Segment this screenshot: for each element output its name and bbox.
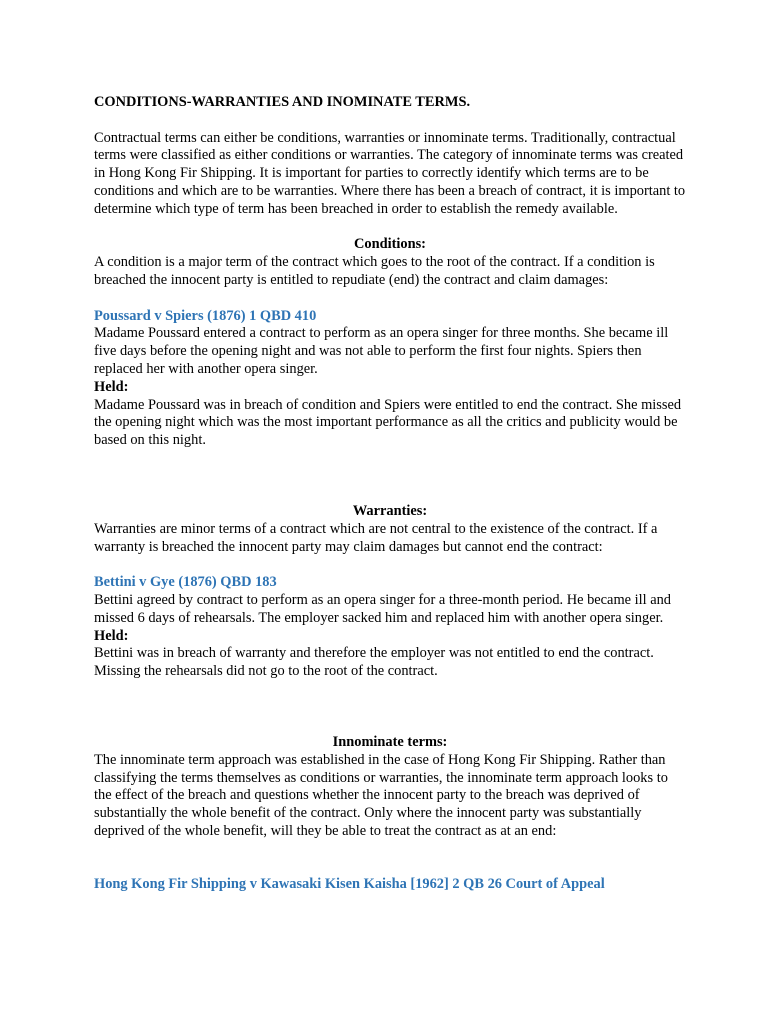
held-text-bettini: Bettini was in breach of warranty and therefore the employer was not entitled to end the contract. Missing the rehearsals did not go to the root of the contract.: [94, 645, 654, 680]
case-title-bettini: Bettini v Gye (1876) QBD 183: [94, 574, 277, 591]
warranties-section: [94, 503, 686, 681]
case-title-hong-kong-fir: Hong Kong Fir Shipping v Kawasaki Kisen Kaisha [1962] 2 QB 26 Court of Appeal: [94, 875, 605, 892]
spacer: [94, 681, 686, 734]
spacer: [94, 841, 686, 876]
held-label: Held:: [94, 627, 129, 644]
held-label: Held:: [94, 378, 129, 395]
spacer: [94, 112, 686, 130]
held-text-poussard: Madame Poussard was in breach of condition and Spiers were entitled to end the contract. She missed the opening night which was the most important performance as all the critics and publicity would be based on this night.: [94, 396, 682, 449]
spacer: [94, 290, 686, 308]
spacer: [94, 556, 686, 574]
warranties-heading: Warranties:: [352, 502, 428, 519]
conditions-section: [94, 236, 686, 450]
innominate-section: [94, 734, 686, 894]
spacer: [94, 219, 686, 237]
innominate-heading: Innominate terms:: [332, 733, 448, 750]
warranties-text: Warranties are minor terms of a contract which are not central to the existence of the contract. If a warranty is breached the innocent party may claim damages but cannot end the contract:: [94, 520, 658, 555]
conditions-text: A condition is a major term of the contract which goes to the root of the contract. If a condition is breached the innocent party is entitled to repudiate (end) the contract and claim damages:: [94, 254, 655, 288]
conditions-heading: Conditions:: [354, 236, 426, 253]
innominate-text: The innominate term approach was established in the case of Hong Kong Fir Shipping. Rather than classifying the terms themselves as conditions or warranties, the innominate term approach looks to the effect of the breach and questions whether the innocent party to the breach was deprived of substantially the whole benefit of the contract. Only where the innocent party was substantially deprived of the whole benefit, will they be able to treat the contract as at an end:: [94, 751, 668, 839]
document-title: CONDITIONS-WARRANTIES AND INOMINATE TERMS.: [94, 94, 471, 110]
case-facts-poussard: Madame Poussard entered a contract to perform as an opera singer for three months. She became ill five days before the opening night and was not able to perform the first four nights. Spiers then replaced her with another opera singer.: [94, 325, 669, 377]
document-body: [94, 94, 686, 893]
spacer: [94, 450, 686, 503]
case-facts-bettini: Bettini agreed by contract to perform as an opera singer for a three-month period. He became ill and missed 6 days of rehearsals. The employer sacked him and replaced him with another opera singer.: [94, 591, 671, 626]
case-title-poussard: Poussard v Spiers (1876) 1 QBD 410: [94, 307, 317, 324]
intro-paragraph: Contractual terms can either be conditions, warranties or innominate terms. Traditionally, contractual terms were classified as either conditions or warranties. The category of innominate terms was created in Hong Kong Fir Shipping. It is important for parties to correctly identify which terms are to be conditions and which are to be warranties. Where there has been a breach of contract, it is important to determine which type of term has been breached in order to establish the remedy available.: [94, 129, 686, 217]
